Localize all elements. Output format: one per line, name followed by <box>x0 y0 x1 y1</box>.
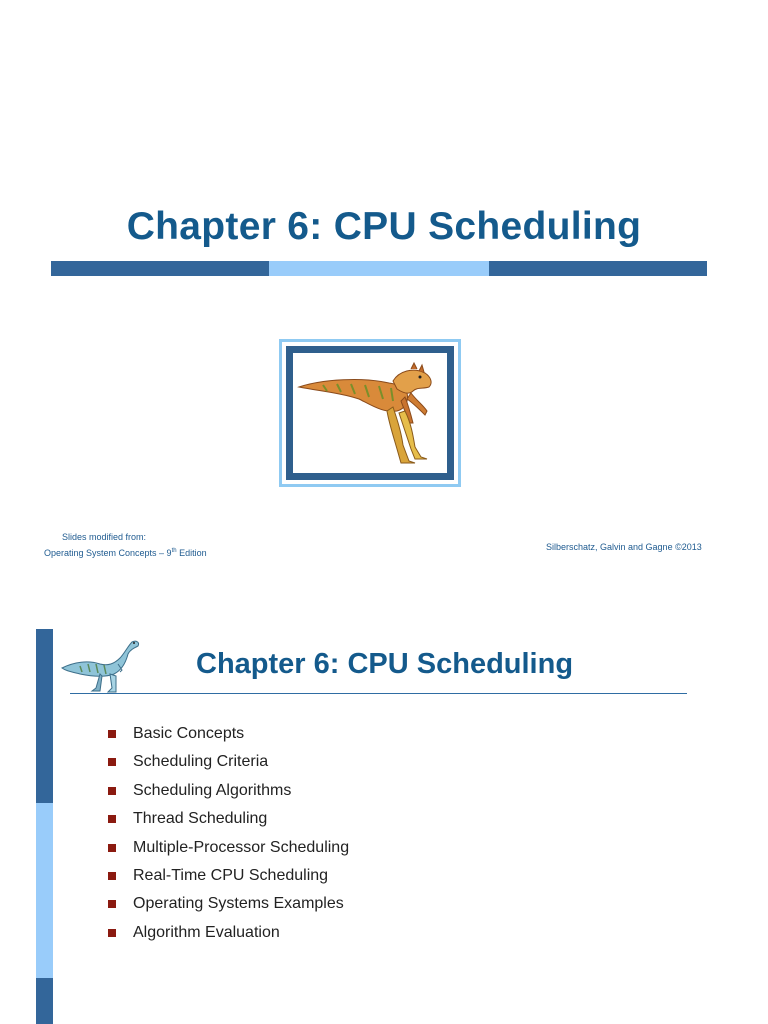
slide2-title: Chapter 6: CPU Scheduling <box>196 648 574 680</box>
square-bullet-icon <box>108 730 116 738</box>
small-dinosaur-icon <box>60 634 142 694</box>
list-item: Operating Systems Examples <box>108 892 349 920</box>
title-bar-segment-right <box>489 261 707 276</box>
title-underline <box>70 693 687 694</box>
square-bullet-icon <box>108 815 116 823</box>
dinosaur-picture-frame <box>279 339 461 487</box>
square-bullet-icon <box>108 900 116 908</box>
list-item: Scheduling Algorithms <box>108 779 349 807</box>
topic-list <box>108 722 349 949</box>
list-item: Thread Scheduling <box>108 807 349 835</box>
title-bar-segment-left <box>51 261 269 276</box>
list-item: Basic Concepts <box>108 722 349 750</box>
list-item: Multiple-Processor Scheduling <box>108 836 349 864</box>
square-bullet-icon <box>108 872 116 880</box>
footer-source-title: Operating System Concepts – 9th Edition <box>44 548 207 558</box>
sidebar-segment-middle <box>36 803 53 978</box>
slide1-title: Chapter 6: CPU Scheduling <box>126 205 642 248</box>
square-bullet-icon <box>108 929 116 937</box>
list-item: Scheduling Criteria <box>108 750 349 778</box>
list-item: Algorithm Evaluation <box>108 921 349 949</box>
sidebar-segment-bottom <box>36 978 53 1024</box>
sidebar-segment-top <box>36 629 53 803</box>
square-bullet-icon <box>108 787 116 795</box>
slide1-footer-left <box>44 530 207 560</box>
slide1-footer-copyright: Silberschatz, Galvin and Gagne ©2013 <box>546 542 702 552</box>
square-bullet-icon <box>108 758 116 766</box>
list-item: Real-Time CPU Scheduling <box>108 864 349 892</box>
dinosaur-icon <box>293 353 447 473</box>
title-bar-segment-middle <box>269 261 489 276</box>
square-bullet-icon <box>108 844 116 852</box>
footer-source-label: Slides modified from: <box>62 532 147 542</box>
